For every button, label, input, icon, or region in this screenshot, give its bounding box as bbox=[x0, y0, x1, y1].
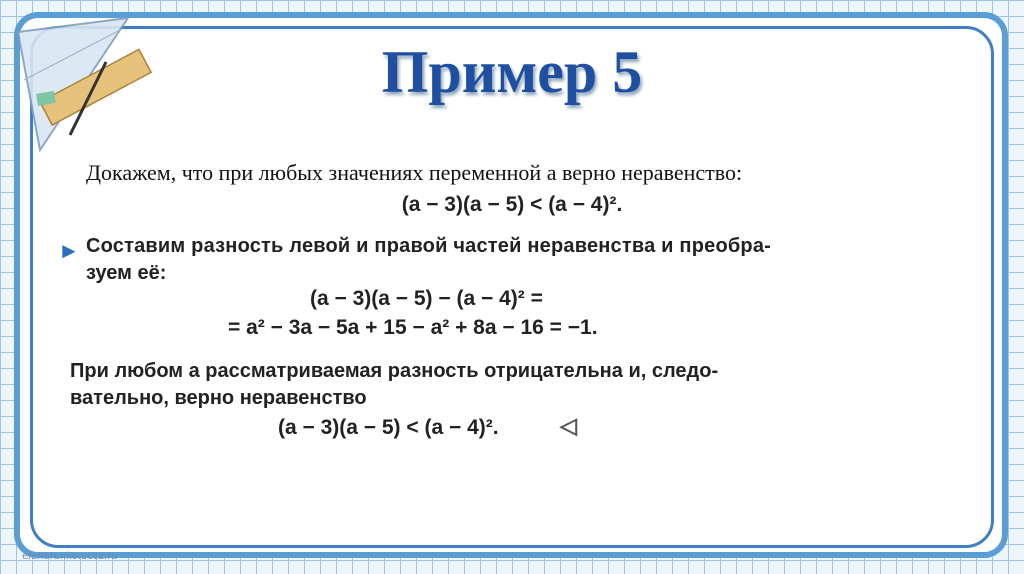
paragraph-2-line-1: При любом a рассматриваемая разность отрицательна и, следо- bbox=[70, 360, 719, 382]
concluding-inequality: (a − 3)(a − 5) < (a − 4)². bbox=[278, 416, 499, 439]
page-title: Пример 5 bbox=[381, 39, 643, 105]
paragraph-1-line-1: Составим разность левой и правой частей неравенства и преобра- bbox=[86, 235, 772, 257]
paragraph-2-line-2: вательно, верно неравенство bbox=[70, 387, 367, 409]
intro-text: Докажем, что при любых значениях переменной а верно неравенство: bbox=[86, 160, 743, 185]
bullet-marker-icon: ► bbox=[58, 238, 80, 263]
end-triangle-icon: ◁ bbox=[560, 413, 577, 438]
main-inequality: (a − 3)(a − 5) < (a − 4)². bbox=[401, 193, 623, 216]
expression-line-1: (a − 3)(a − 5) − (a − 4)² = bbox=[310, 287, 543, 310]
expression-line-2: = a² − 3a − 5a + 15 − a² + 8a − 16 = −1. bbox=[228, 316, 598, 339]
source-credit: elenaranko.ucoz.ru bbox=[22, 551, 118, 562]
paragraph-1-line-2: зуем её: bbox=[86, 262, 167, 284]
